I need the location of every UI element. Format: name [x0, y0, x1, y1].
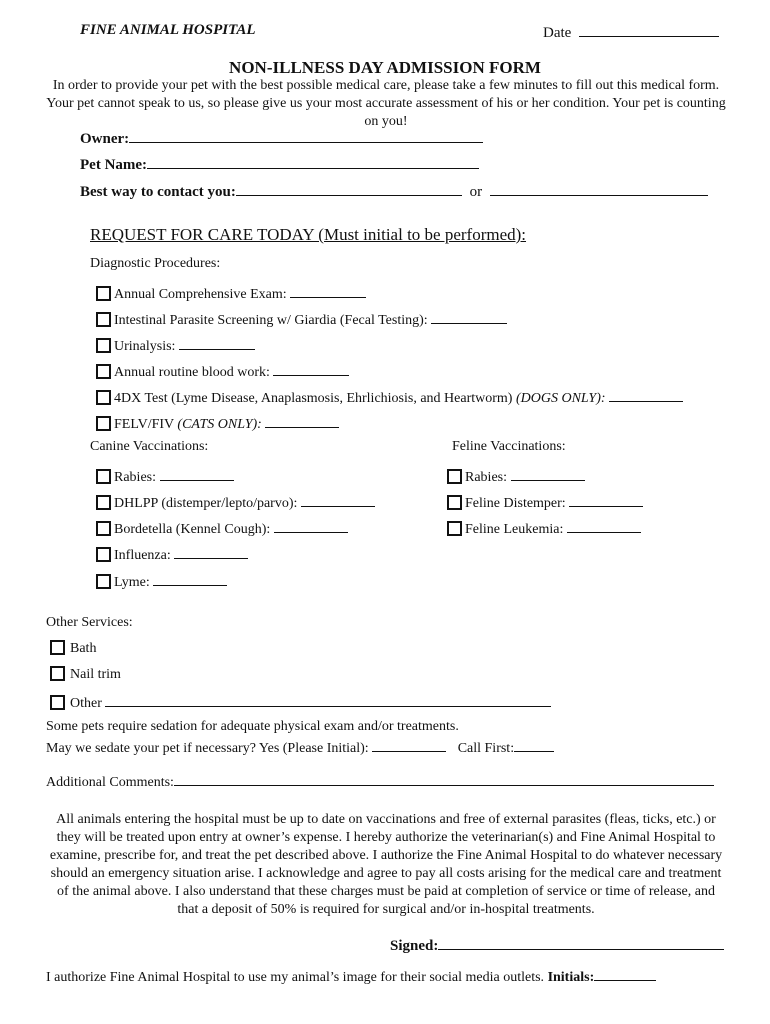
signature-line[interactable]	[438, 935, 724, 950]
checkbox[interactable]	[50, 695, 65, 710]
other-services-heading: Other Services:	[46, 615, 133, 630]
checkbox[interactable]	[96, 416, 111, 431]
contact-label: Best way to contact you:	[80, 184, 236, 200]
item-label: Nail trim	[70, 667, 121, 682]
item-label: Rabies:	[465, 470, 507, 485]
sedation-line-1: Some pets require sedation for adequate physical exam and/or treatments.	[46, 719, 459, 734]
checkbox[interactable]	[96, 390, 111, 405]
canine-influenza[interactable]	[96, 544, 248, 564]
diag-item-fecal[interactable]	[96, 309, 507, 329]
dogs-only-note: (DOGS ONLY):	[515, 391, 606, 406]
sedation-question: May we sedate your pet if necessary? Yes (Please Initial):	[46, 741, 369, 756]
checkbox[interactable]	[96, 286, 111, 301]
pet-name-label: Pet Name:	[80, 157, 148, 173]
form-title: NON-ILLNESS DAY ADMISSION FORM	[229, 58, 541, 77]
initial-line[interactable]	[609, 387, 683, 402]
item-label: Feline Distemper:	[465, 496, 566, 511]
item-label: Other	[70, 696, 102, 711]
authorization-text: All animals entering the hospital must be up to date on vaccinations and free of external parasites (fleas, ticks, etc.) or they will be treated upon entry at owner’s expense. I hereby authorize the veterinarian(s) and Fine Animal Hospital to examine, prescribe for, and treat the pet described above. I authorize the Fine Animal Hospital to do whatever necessary should an emergency situation arise. I acknowledge and agree to pay all costs arising for the medical care and treatment of the animal above. I also understand that these charges must be paid at completion of service or time of release, and that a deposit of 50% is required for surgical and/or in-hospital treatments.	[49, 812, 723, 917]
comments-label: Additional Comments:	[46, 775, 174, 790]
diag-item-bloodwork[interactable]	[96, 361, 349, 381]
feline-distemper[interactable]	[447, 492, 643, 512]
item-label: Annual Comprehensive Exam:	[114, 287, 287, 302]
checkbox[interactable]	[96, 521, 111, 536]
request-heading: REQUEST FOR CARE TODAY (Must initial to be performed):	[90, 225, 527, 244]
diagnostic-heading: Diagnostic Procedures:	[90, 256, 221, 271]
initial-line[interactable]	[567, 518, 641, 533]
item-label: Lyme:	[114, 575, 150, 590]
cats-only-note: (CATS ONLY):	[177, 417, 262, 432]
owner-field[interactable]	[80, 128, 483, 148]
pet-name-field[interactable]	[80, 154, 479, 174]
checkbox[interactable]	[447, 521, 462, 536]
initial-line[interactable]	[511, 466, 585, 481]
initials-label: Initials:	[547, 970, 595, 985]
owner-line[interactable]	[129, 128, 483, 143]
media-text: I authorize Fine Animal Hospital to use my animal’s image for their social media outlets.	[46, 970, 545, 985]
item-label: Feline Leukemia:	[465, 522, 564, 537]
canine-lyme[interactable]	[96, 571, 227, 591]
pet-name-line[interactable]	[147, 154, 479, 169]
signed-label: Signed:	[390, 938, 439, 954]
canine-dhlpp[interactable]	[96, 492, 375, 512]
feline-leukemia[interactable]	[447, 518, 641, 538]
canine-rabies[interactable]	[96, 466, 234, 486]
checkbox[interactable]	[96, 574, 111, 589]
checkbox[interactable]	[96, 338, 111, 353]
checkbox[interactable]	[50, 640, 65, 655]
initial-line[interactable]	[265, 413, 339, 428]
initial-line[interactable]	[431, 309, 507, 324]
checkbox[interactable]	[96, 547, 111, 562]
diag-item-4dx[interactable]	[96, 387, 683, 407]
item-label: Bordetella (Kennel Cough):	[114, 522, 271, 537]
comments-field[interactable]	[46, 771, 714, 791]
item-label: Bath	[70, 641, 97, 656]
checkbox[interactable]	[96, 495, 111, 510]
diag-item-felv[interactable]	[96, 413, 339, 433]
feline-rabies[interactable]	[447, 466, 585, 486]
comments-line[interactable]	[174, 771, 714, 786]
checkbox[interactable]	[96, 312, 111, 327]
initial-line[interactable]	[301, 492, 375, 507]
item-label: Rabies:	[114, 470, 156, 485]
item-label: FELV/FIV	[114, 417, 174, 432]
contact-field[interactable]	[80, 181, 708, 201]
checkbox[interactable]	[96, 469, 111, 484]
initial-line[interactable]	[174, 544, 248, 559]
checkbox[interactable]	[50, 666, 65, 681]
canine-heading: Canine Vaccinations:	[90, 439, 209, 454]
diag-item-exam[interactable]	[96, 283, 366, 303]
initial-line[interactable]	[274, 518, 348, 533]
call-first-label: Call First:	[457, 741, 515, 756]
item-label: 4DX Test (Lyme Disease, Anaplasmosis, Ehrlichiosis, and Heartworm)	[114, 391, 513, 406]
date-label: Date	[543, 25, 572, 41]
checkbox[interactable]	[96, 364, 111, 379]
initials-line[interactable]	[594, 966, 656, 981]
checkbox[interactable]	[447, 469, 462, 484]
initial-line[interactable]	[273, 361, 349, 376]
contact-or: or	[469, 184, 483, 200]
media-authorization[interactable]	[46, 966, 656, 986]
canine-bordetella[interactable]	[96, 518, 348, 538]
initial-line[interactable]	[569, 492, 643, 507]
item-label: Influenza:	[114, 548, 171, 563]
initial-line[interactable]	[179, 335, 255, 350]
contact-line-2[interactable]	[490, 181, 708, 196]
intro-text: In order to provide your pet with the best possible medical care, please take a few minutes to fill out this medical form. Your pet cannot speak to us, so please give us your most accurate assessment of his or her condition. Your pet is counting on you!	[46, 78, 726, 129]
diag-item-urinalysis[interactable]	[96, 335, 255, 355]
contact-line-1[interactable]	[236, 181, 462, 196]
item-label: DHLPP (distemper/lepto/parvo):	[114, 496, 298, 511]
date-line[interactable]	[579, 22, 719, 37]
item-label: Annual routine blood work:	[114, 365, 270, 380]
hospital-name: FINE ANIMAL HOSPITAL	[80, 22, 256, 38]
checkbox[interactable]	[447, 495, 462, 510]
sedation-initial-line[interactable]	[372, 737, 446, 752]
initial-line[interactable]	[160, 466, 234, 481]
item-label: Urinalysis:	[114, 339, 176, 354]
service-nail-trim[interactable]	[50, 666, 121, 683]
sedation-line-2[interactable]	[46, 737, 554, 757]
owner-label: Owner:	[80, 131, 130, 147]
service-bath[interactable]	[50, 640, 96, 657]
initial-line[interactable]	[153, 571, 227, 586]
signature-field[interactable]	[390, 935, 724, 955]
other-line[interactable]	[105, 692, 551, 707]
date-field[interactable]	[543, 22, 719, 42]
item-label: Intestinal Parasite Screening w/ Giardia (Fecal Testing):	[114, 313, 428, 328]
call-first-line[interactable]	[514, 737, 554, 752]
service-other[interactable]	[50, 692, 551, 712]
feline-heading: Feline Vaccinations:	[452, 439, 566, 454]
initial-line[interactable]	[290, 283, 366, 298]
